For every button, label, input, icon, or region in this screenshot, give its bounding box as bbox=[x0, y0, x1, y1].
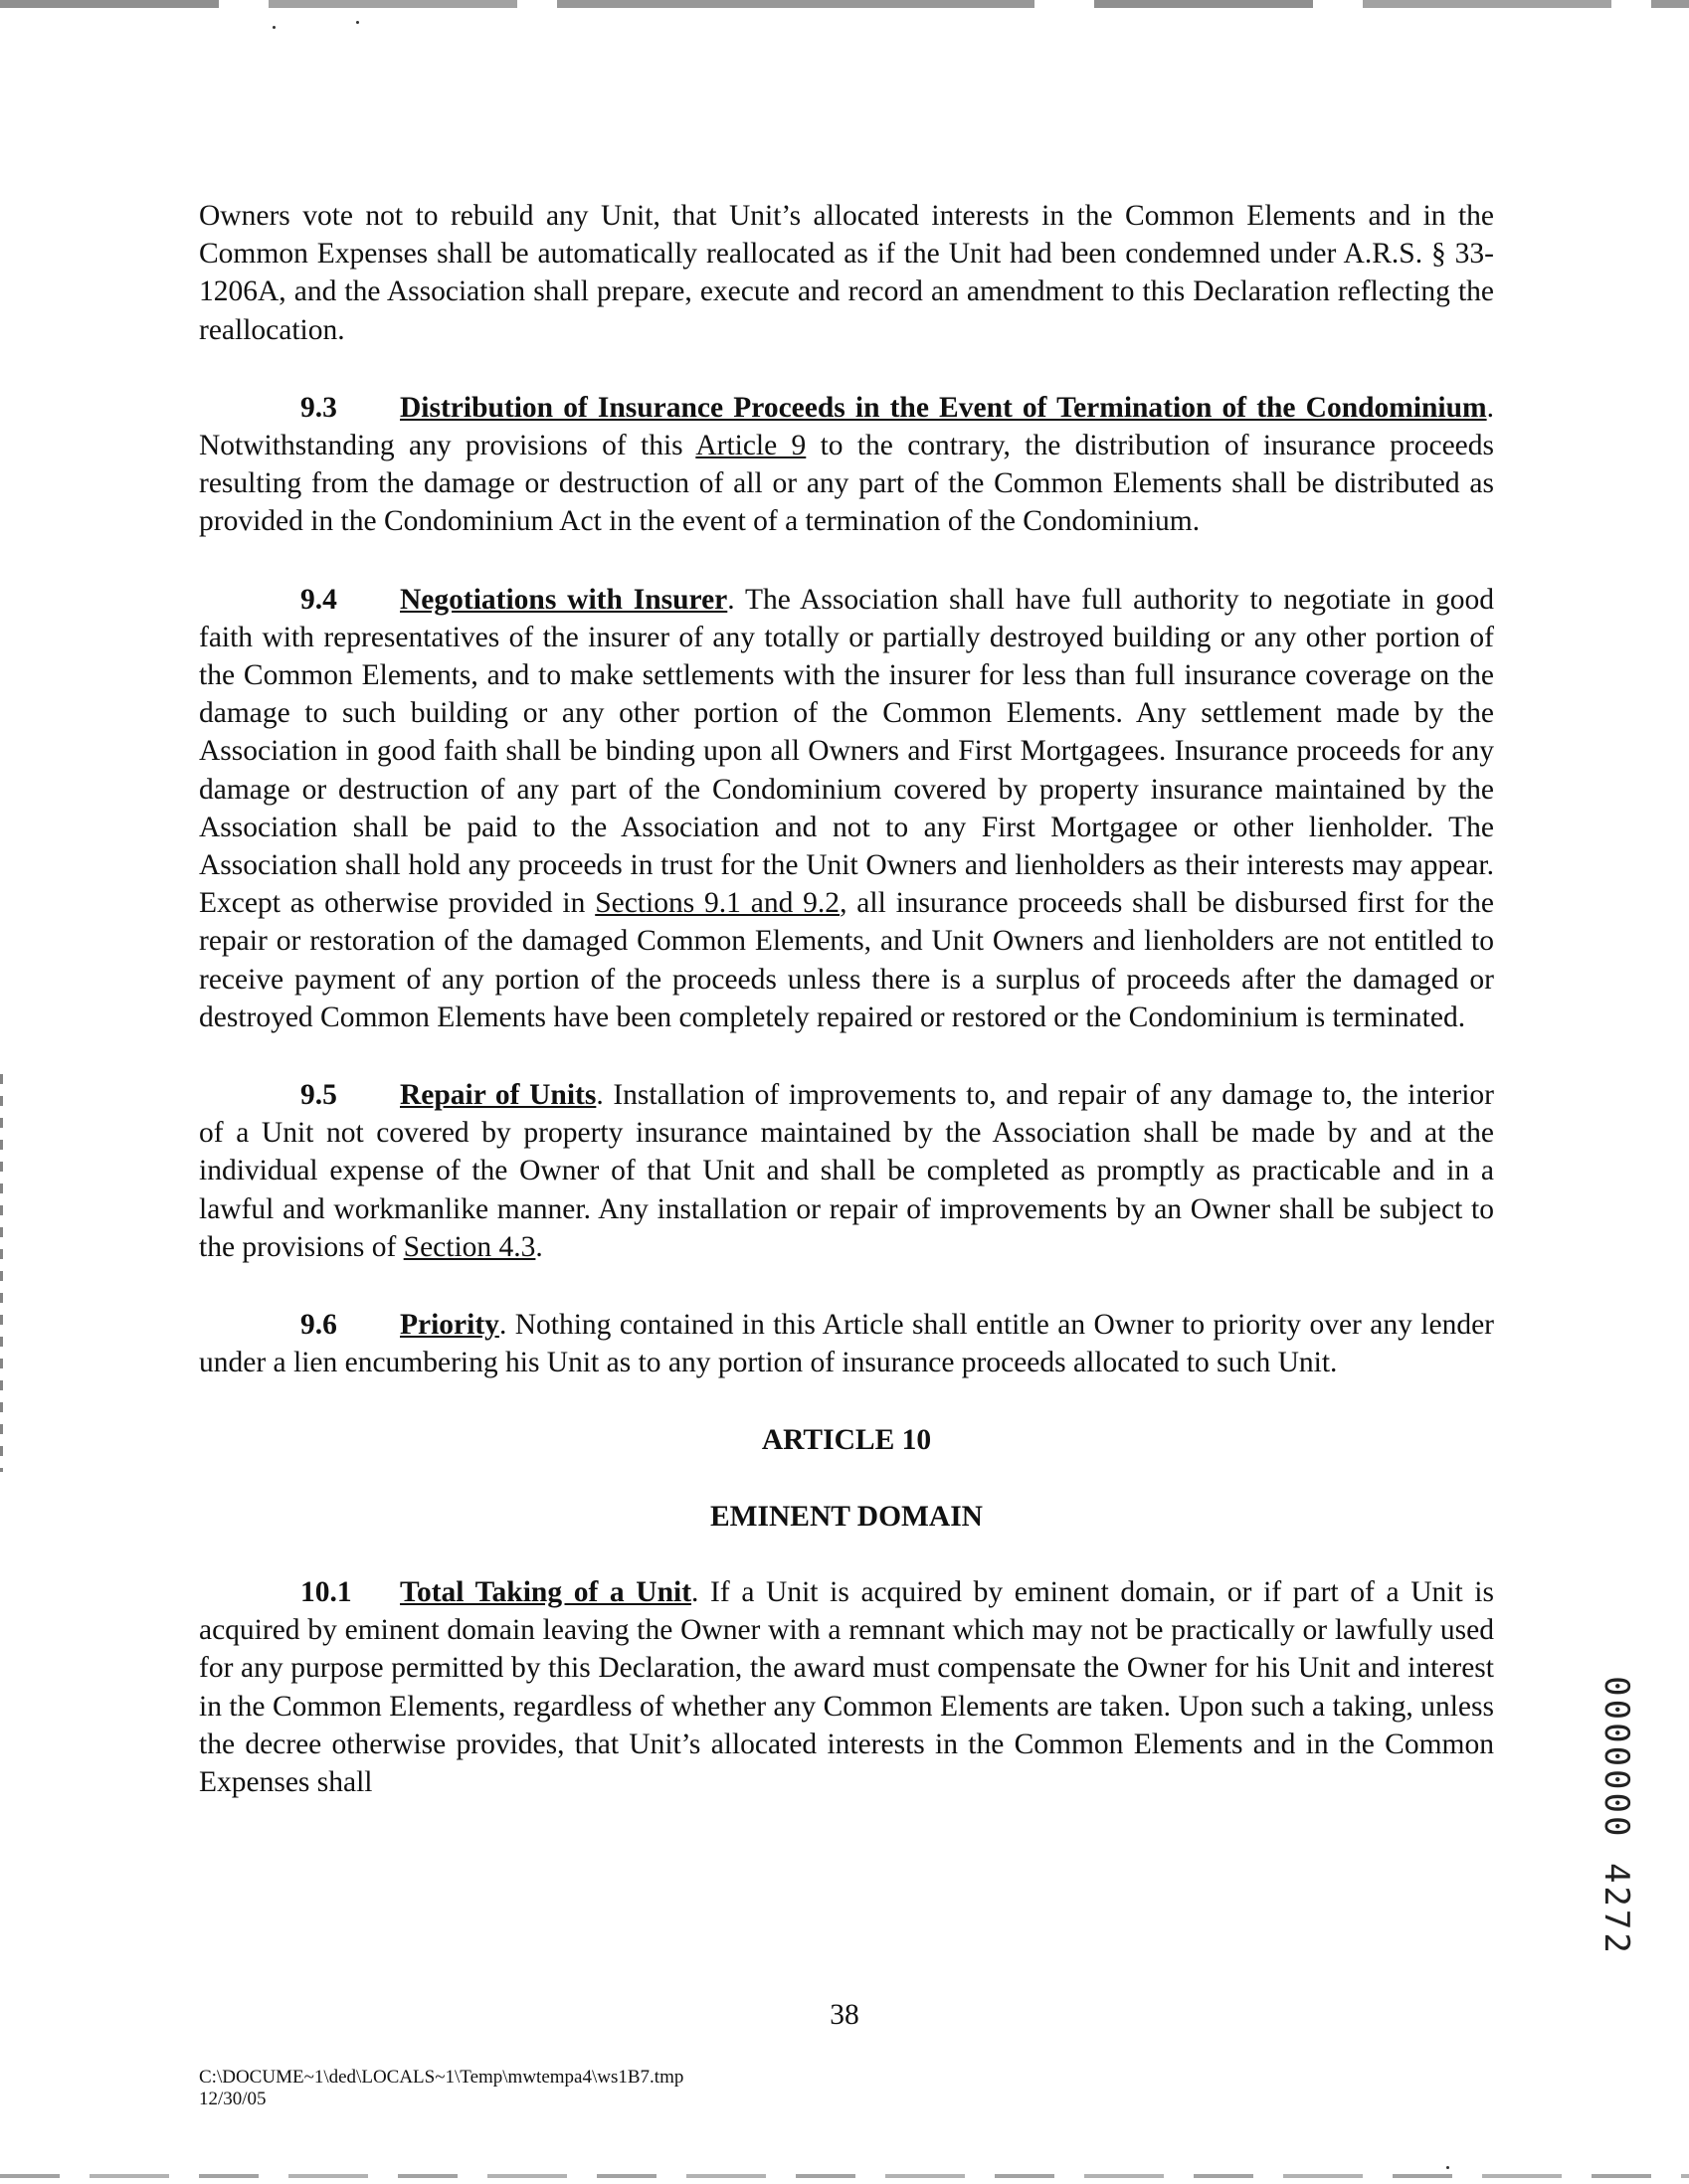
recording-stamp: 0000000 4272 bbox=[1596, 1676, 1636, 1956]
page-number: 38 bbox=[830, 1999, 859, 2031]
section-9-3 bbox=[199, 389, 1494, 541]
section-heading: Repair of Units bbox=[400, 1079, 597, 1112]
section-9-6 bbox=[199, 1306, 1494, 1381]
cross-reference: Article 9 bbox=[695, 430, 807, 462]
footer-file-path: C:\DOCUME~1\ded\LOCALS~1\Temp\mwtempa4\ws1B7.tmp bbox=[199, 2067, 684, 2088]
article-title: ARTICLE 10 bbox=[761, 1424, 932, 1457]
article-subtitle: EMINENT DOMAIN bbox=[710, 1500, 983, 1533]
section-heading: Total Taking of a Unit bbox=[400, 1575, 692, 1608]
section-text: . Installation of improvements to, and repair of any damage to, the interior of a Unit not covered by property insurance maintained by the Association shall be made by and at the individual expense of the Owner of that Unit and shall be completed as promptly as practicable and in a lawful and workmanlike manner. Any installation or repair of improvements by an Owner shall be subject to the provisions of bbox=[199, 1079, 1494, 1263]
section-text: . bbox=[535, 1230, 543, 1263]
section-text: . The Association shall have full authority to negotiate in good faith with representatives of the insurer of any totally or partially destroyed building or any other portion of the Common Elements, and to make settlements with the insurer for less than full insurance coverage on the damage to such building or any other portion of the Common Elements. Any settlement made by the Association in good faith shall be binding upon all Owners and First Mortgagees. Insurance proceeds for any damage or destruction of any part of the Condominium covered by property insurance maintained by the Association shall be paid to the Association and not to any First Mortgagee or other lienholder. The Association shall hold any proceeds in trust for the Unit Owners and lienholders as their interests may appear. Except as otherwise provided in bbox=[199, 583, 1494, 920]
scan-edge-top bbox=[0, 0, 1689, 8]
section-heading: Negotiations with Insurer bbox=[400, 583, 728, 616]
section-text: . Nothing contained in this Article shall entitle an Owner to priority over any lender under a lien encumbering his Unit as to any portion of insurance proceeds allocated to such Unit. bbox=[199, 1309, 1494, 1379]
section-number: 9.5 bbox=[300, 1079, 337, 1112]
section-heading: Priority bbox=[400, 1309, 499, 1342]
section-text: , all insurance proceeds shall be disbursed first for the repair or restoration of the damaged Common Elements, and Unit Owners and lienholders are not entitled to receive payment of any portion of the proceeds unless there is a surplus of proceeds after the damaged or destroyed Common Elements have been completely repaired or restored or the Condominium is terminated. bbox=[199, 887, 1494, 1033]
section-number: 9.6 bbox=[300, 1309, 337, 1342]
section-number: 9.3 bbox=[300, 391, 337, 424]
scan-speck bbox=[1446, 2166, 1449, 2169]
footer-date: 12/30/05 bbox=[199, 2089, 267, 2109]
section-number: 9.4 bbox=[300, 583, 337, 616]
section-number: 10.1 bbox=[300, 1575, 352, 1608]
scan-speck bbox=[273, 26, 276, 29]
scan-speck bbox=[356, 21, 359, 24]
section-10-1 bbox=[199, 1573, 1494, 1801]
scan-edge-left bbox=[0, 1074, 3, 1472]
document-footer bbox=[199, 2067, 683, 2110]
section-text: . Notwithstanding any provisions of this bbox=[199, 391, 1494, 462]
intro-paragraph: Owners vote not to rebuild any Unit, that Unit’s allocated interests in the Common Elements and in the Common Expenses shall be automatically reallocated as if the Unit had been condemned under A.R.S. § 33-1206A, and the Association shall prepare, execute and record an amendment to this Declaration reflecting the reallocation. bbox=[199, 200, 1494, 346]
section-9-4 bbox=[199, 581, 1494, 1036]
section-text: to the contrary, the distribution of insurance proceeds resulting from the damage or destruction of all or any part of the Common Elements shall be distributed as provided in the Condominium Act in the event of a termination of the Condominium. bbox=[199, 430, 1495, 538]
cross-reference: Section 4.3 bbox=[403, 1230, 536, 1263]
section-text: . If a Unit is acquired by eminent domain, or if part of a Unit is acquired by eminent domain leaving the Owner with a remnant which may not be practically or lawfully used for any purpose permitted by this Declaration, the award must compensate the Owner for his Unit and interest in the Common Elements, regardless of whether any Common Elements are taken. Upon such a taking, unless the decree otherwise provides, that Unit’s allocated interests in the Common Elements and in the Common Expenses shall bbox=[199, 1575, 1494, 1798]
scan-edge-bottom bbox=[0, 2174, 1689, 2178]
section-heading: Distribution of Insurance Proceeds in the Event of Termination of the Condominium bbox=[400, 391, 1487, 424]
section-9-5 bbox=[199, 1076, 1494, 1266]
document-body bbox=[199, 197, 1494, 1801]
cross-reference: Sections 9.1 and 9.2 bbox=[595, 887, 841, 920]
